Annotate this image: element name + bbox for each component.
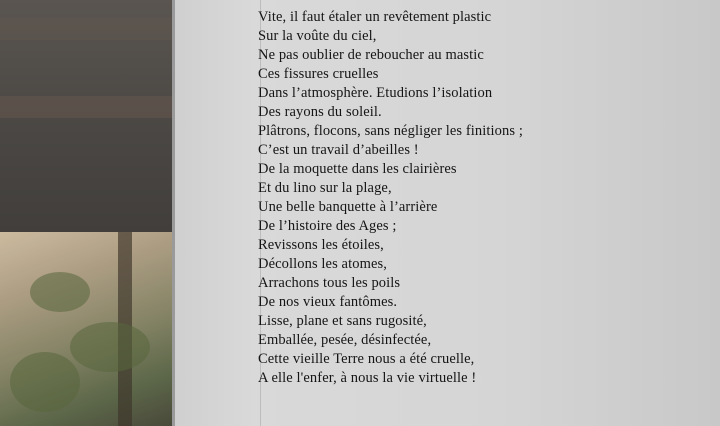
poem-line: Lisse, plane et sans rugosité, (258, 313, 427, 329)
poem-line: Des rayons du soleil. (258, 104, 382, 120)
poem-line: Vite, il faut étaler un revêtement plastic (258, 9, 492, 25)
window-reflection (0, 232, 172, 426)
poem-line: Plâtrons, flocons, sans négliger les finitions ; (258, 123, 523, 139)
sidebar-shade (0, 18, 172, 40)
poem-line: Sur la voûte du ciel, (258, 28, 377, 44)
window-sidebar (0, 0, 172, 426)
poem-line: De la moquette dans les clairières (258, 161, 457, 177)
sidebar-shade (0, 96, 172, 118)
poem-line: Ces fissures cruelles (258, 66, 379, 82)
poem-line: Dans l’atmosphère. Etudions l’isolation (258, 85, 493, 101)
poem-line: Décollons les atomes, (258, 256, 387, 272)
foliage-reflection (30, 272, 90, 312)
poem-line: Ne pas oublier de reboucher au mastic (258, 47, 484, 63)
foliage-reflection (10, 352, 80, 412)
document-page[interactable] (172, 0, 720, 426)
poem-line: Emballée, pesée, désinfectée, (258, 332, 432, 348)
foliage-reflection (70, 322, 150, 372)
poem-line: De l’histoire des Ages ; (258, 218, 397, 234)
poem-line: Une belle banquette à l’arrière (258, 199, 438, 215)
page-edge (172, 0, 175, 426)
poem-text-body[interactable] (258, 8, 698, 388)
poem-line: Et du lino sur la plage, (258, 180, 392, 196)
poem-line: De nos vieux fantômes. (258, 294, 398, 310)
poem-line: C’est un travail d’abeilles ! (258, 142, 419, 158)
poem-line: Arrachons tous les poils (258, 275, 401, 291)
poem-line: Cette vieille Terre nous a été cruelle, (258, 351, 475, 367)
poem-line: Revissons les étoiles, (258, 237, 384, 253)
poem-line: A elle l'enfer, à nous la vie virtuelle ! (258, 370, 477, 386)
